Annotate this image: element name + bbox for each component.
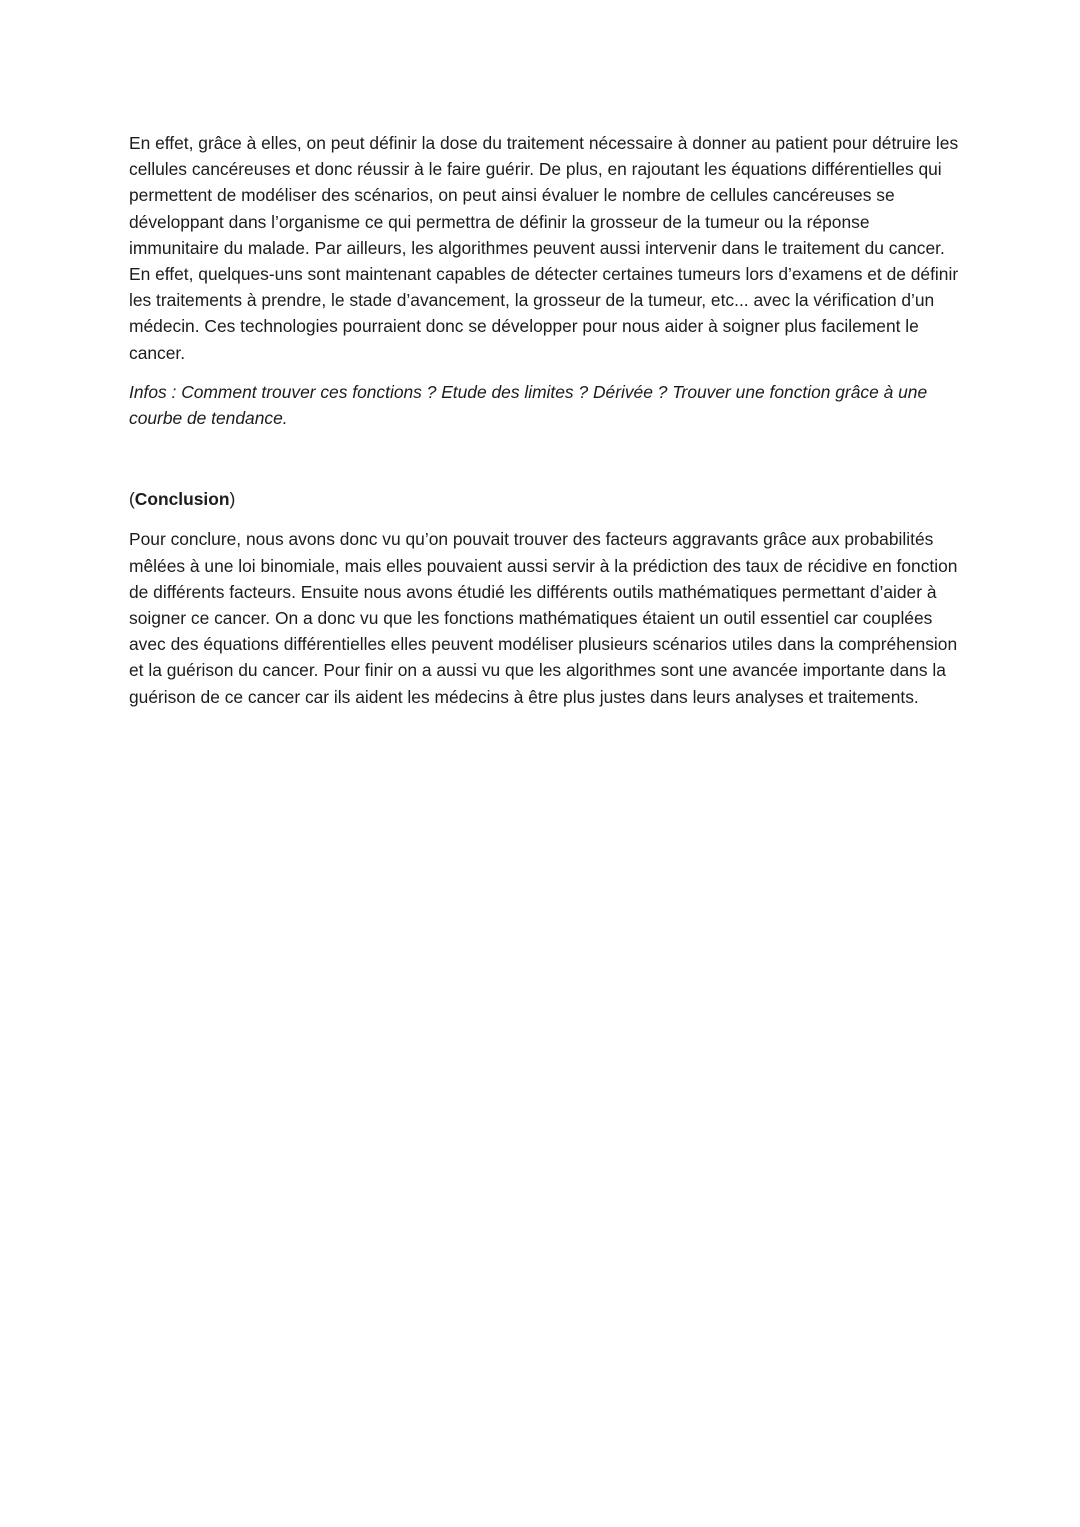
section-heading bbox=[129, 486, 959, 512]
body-paragraph: En effet, grâce à elles, on peut définir la dose du traitement nécessaire à donner au patient pour détruire les cellules cancéreuses et donc réussir à le faire guérir. De plus, en rajoutant les équations différentielles qui permettent de modéliser des scénarios, on peut ainsi évaluer le nombre de cellules cancéreuses se développant dans l’organisme ce qui permettra de définir la grosseur de la tumeur ou la réponse immunitaire du malade. Par ailleurs, les algorithmes peuvent aussi intervenir dans le traitement du cancer. En effet, quelques-uns sont maintenant capables de détecter certaines tumeurs lors d’examens et de définir les traitements à prendre, le stade d’avancement, la grosseur de la tumeur, etc... avec la vérification d’un médecin. Ces technologies pourraient donc se développer pour nous aider à soigner plus facilement le cancer. bbox=[129, 133, 959, 363]
document-body bbox=[129, 130, 959, 710]
heading-open-paren: ( bbox=[129, 489, 135, 510]
infos-note: Infos : Comment trouver ces fonctions ? Etude des limites ? Dérivée ? Trouver une fonction grâce à une courbe de tendance. bbox=[129, 381, 928, 429]
heading-title: Conclusion bbox=[134, 489, 230, 510]
conclusion-paragraph: Pour conclure, nous avons donc vu qu’on pouvait trouver des facteurs aggravants grâce aux probabilités mêlées à une loi binomiale, mais elles pouvaient aussi servir à la prédiction des taux de récidive en fonction de différents facteurs. Ensuite nous avons étudié les différents outils mathématiques permettant d’aider à soigner ce cancer. On a donc vu que les fonctions mathématiques étaient un outil essentiel car couplées avec des équations différentielles elles peuvent modéliser plusieurs scénarios utiles dans la compréhension et la guérison du cancer. Pour finir on a aussi vu que les algorithmes sont une avancée importante dans la guérison de ce cancer car ils aident les médecins à être plus justes dans leurs analyses et traitements. bbox=[129, 529, 958, 707]
heading-close-paren: ) bbox=[229, 489, 236, 510]
